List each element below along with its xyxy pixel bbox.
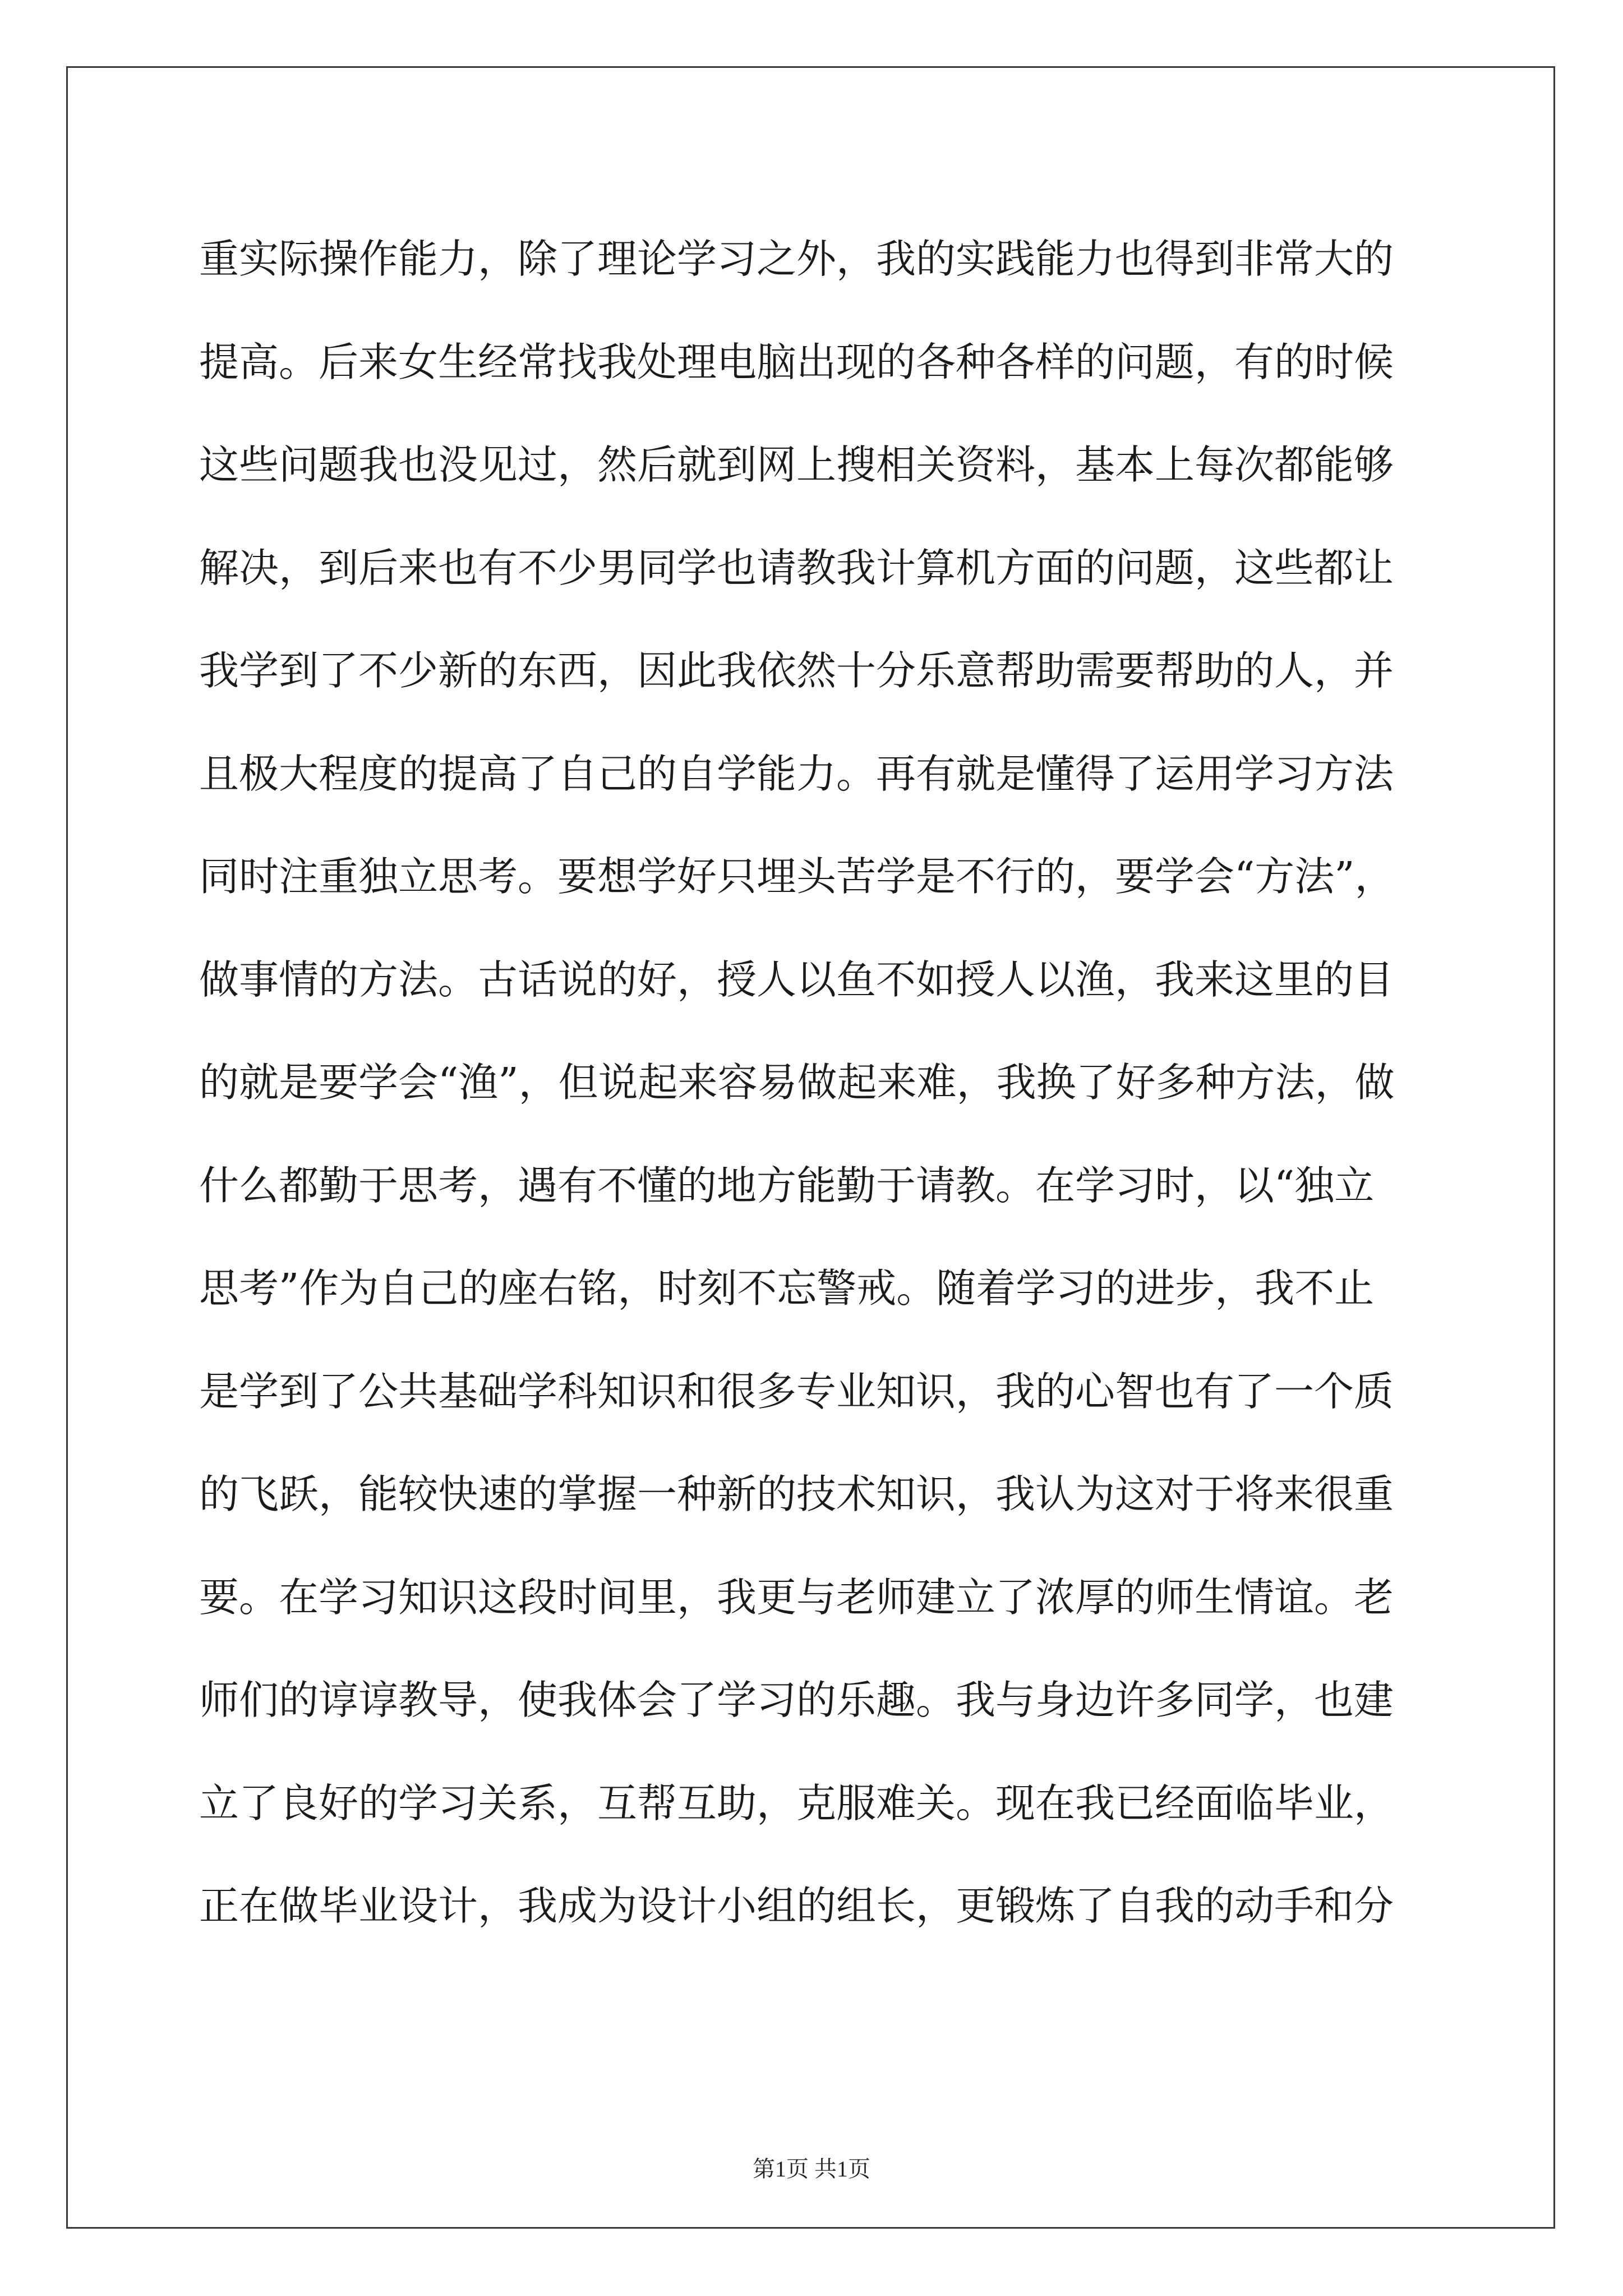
- text-line-7: 同时注重独立思考。要想学好只埋头苦学是不行的，要学会“方法”，: [199, 853, 1395, 900]
- text-line-15: 师们的谆谆教导，使我体会了学习的乐趣。我与身边许多同学，也建: [199, 1677, 1394, 1723]
- text-line-17: 正在做毕业设计，我成为设计小组的组长，更锻炼了自我的动手和分: [199, 1883, 1394, 1929]
- text-line-16: 立了良好的学习关系，互帮互助，克服难关。现在我已经面临毕业，: [199, 1779, 1394, 1826]
- text-line-2: 提高。后来女生经常找我处理电脑出现的各种各样的问题，有的时候: [199, 338, 1394, 385]
- text-line-10: 什么都勤于思考，遇有不懂的地方能勤于请教。在学习时，以“独立: [199, 1162, 1375, 1209]
- text-line-11: 思考”作为自己的座右铭，时刻不忘警戒。随着学习的进步，我不止: [199, 1265, 1375, 1312]
- body-text: [199, 208, 1433, 1958]
- text-line-6: 且极大程度的提高了自己的自学能力。再有就是懂得了运用学习方法: [199, 750, 1394, 797]
- page-number-footer: 第1页 共1页: [753, 2156, 870, 2182]
- text-line-4: 解决，到后来也有不少男同学也请教我计算机方面的问题，这些都让: [199, 544, 1394, 591]
- text-line-9: 的就是要学会“渔”，但说起来容易做起来难，我换了好多种方法，做: [199, 1059, 1395, 1106]
- text-line-13: 的飞跃，能较快速的掌握一种新的技术知识，我认为这对于将来很重: [199, 1471, 1394, 1517]
- text-line-1: 重实际操作能力，除了理论学习之外，我的实践能力也得到非常大的: [199, 236, 1394, 282]
- text-line-14: 要。在学习知识这段时间里，我更与老师建立了浓厚的师生情谊。老: [199, 1573, 1394, 1621]
- text-line-12: 是学到了公共基础学科知识和很多专业知识，我的心智也有了一个质: [199, 1368, 1394, 1415]
- text-line-8: 做事情的方法。古话说的好，授人以鱼不如授人以渔，我来这里的目: [199, 956, 1394, 1003]
- text-line-5: 我学到了不少新的东西，因此我依然十分乐意帮助需要帮助的人，并: [199, 647, 1394, 694]
- text-line-3: 这些问题我也没见过，然后就到网上搜相关资料，基本上每次都能够: [199, 441, 1394, 488]
